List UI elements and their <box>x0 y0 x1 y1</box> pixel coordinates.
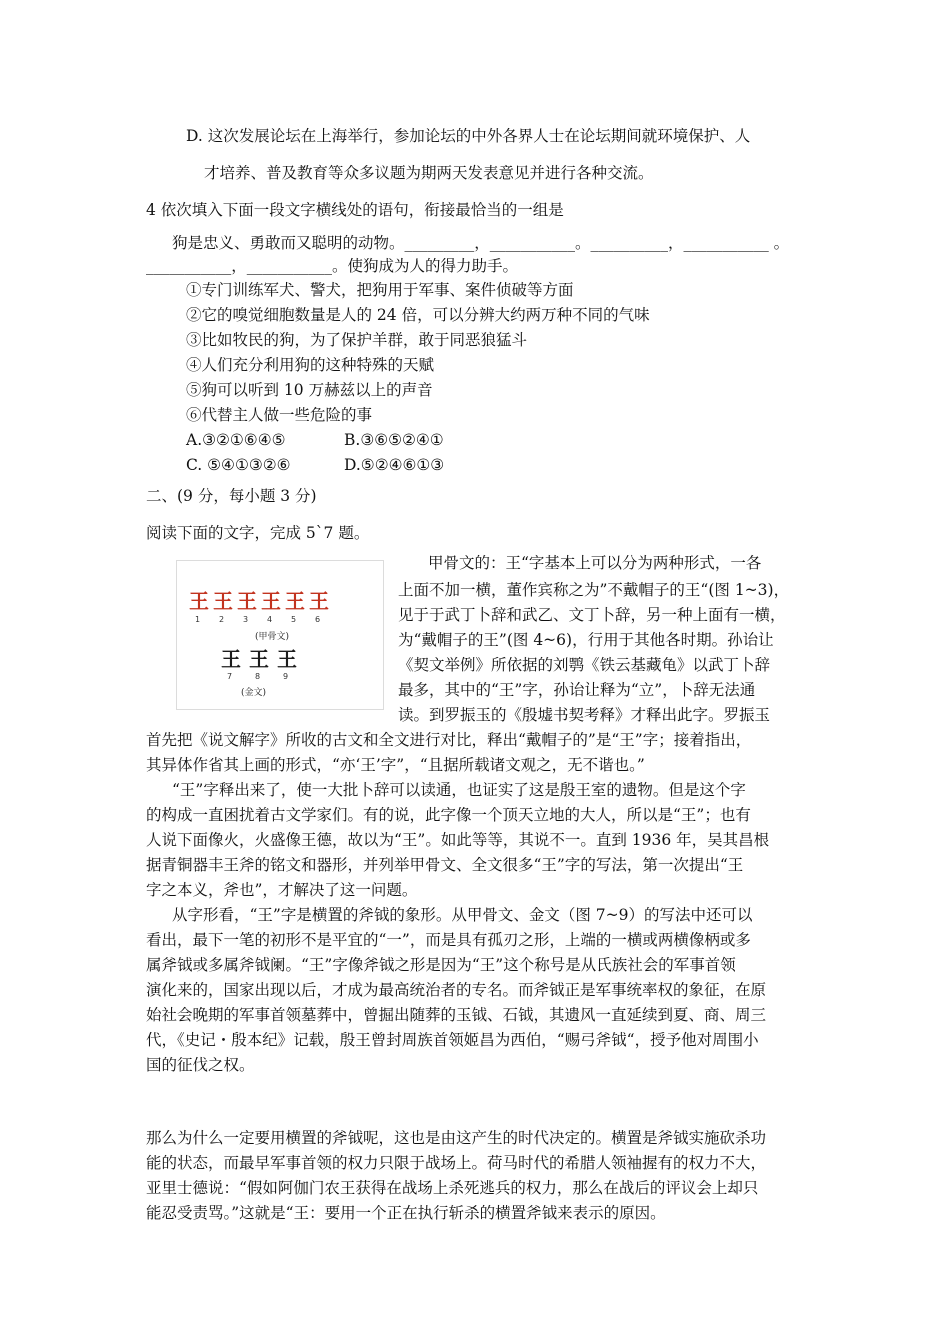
passage-line: 代，《史记・殷本纪》记载，殷王曾封周族首领姬昌为西伯，“赐弓斧钺“，授予他对周围小 <box>146 1031 759 1049</box>
passage-line: 读。到罗振玉的《殷墟书契考释》才释出此字。罗振玉 <box>398 706 771 724</box>
figure-number: 9 <box>283 672 289 681</box>
figure-number: 5 <box>291 615 297 624</box>
passage-line: 最多，其中的“王”字，孙诒让释为“立”，卜辞无法通 <box>398 681 756 699</box>
option-d-line-2: 才培养、普及教育等众多议题为期两天发表意见并进行各种交流。 <box>204 164 654 182</box>
passage-line: 上面不加一横，董作宾称之为”不戴帽子的王“(图 1~3)， <box>398 581 790 599</box>
question-4-stem: 4 依次填入下面一段文字横线处的语句，衔接最恰当的一组是 <box>146 201 564 219</box>
passage-line: 《契文举例》所依据的刘鹗《铁云基藏龟》以武丁卜辞 <box>398 656 771 674</box>
figure-number: 3 <box>243 615 249 624</box>
wang-glyph-8: 王 <box>249 647 269 671</box>
section-2-intro: 阅读下面的文字，完成 5`7 题。 <box>146 524 370 542</box>
passage-line: 能的状态，而最早军事首领的权力只限于战场上。荷马时代的希腊人领袖握有的权力不大， <box>146 1154 767 1172</box>
passage-line: 为“戴帽子的王”(图 4~6)，行用于其他各时期。孙诒让 <box>398 631 774 649</box>
figure-number: 2 <box>219 615 225 624</box>
choice-c: C. ⑤④①③②⑥ <box>186 456 291 474</box>
passage-line: 从字形看，“王”字是横置的斧钺的象形。从甲骨文、金文（图 7~9）的写法中还可以 <box>172 906 753 924</box>
choice-a: A.③②①⑥④⑤ <box>186 431 286 449</box>
figure-number: 4 <box>267 615 273 624</box>
wang-glyph-3: 王 <box>237 589 257 613</box>
figure-number: 1 <box>195 615 201 624</box>
choice-d: D.⑤②④⑥①③ <box>344 456 445 474</box>
passage-line: 能忍受责骂。”这就是“王：要用一个正在执行斩杀的横置斧钺来表示的原因。 <box>146 1204 666 1222</box>
passage-line: 的构成一直困扰着古文学家们。有的说，此字像一个顶天立地的大人，所以是“王”；也有 <box>146 806 751 824</box>
wang-glyph-6: 王 <box>309 589 329 613</box>
passage-line: 其异体作省其上画的形式，“亦‘王’字”，“且据所载诸文观之，无不谐也。” <box>146 756 645 774</box>
section-2-heading: 二、(9 分，每小题 3 分) <box>146 487 317 505</box>
passage-line: 字之本义，斧也”，才解决了这一问题。 <box>146 881 418 899</box>
wang-glyph-4: 王 <box>261 589 281 613</box>
figure-number: 6 <box>315 615 321 624</box>
wang-glyph-7: 王 <box>221 647 241 671</box>
passage-line: “王”字释出来了，使一大批卜辞可以读通，也证实了这是殷王室的遗物。但是这个字 <box>172 781 746 799</box>
figure-number: 8 <box>255 672 261 681</box>
wang-glyph-9: 王 <box>277 647 297 671</box>
passage-line: 属斧钺或多属斧钺阑。“王”字像斧钺之形是因为“王”这个称号是从氏族社会的军事首领 <box>146 956 736 974</box>
question-4-item: ①专门训练军犬、警犬，把狗用于军事、案件侦破等方面 <box>186 281 574 299</box>
figure-number: 7 <box>227 672 233 681</box>
question-4-item: ③比如牧民的狗，为了保护羊群，敢于同恶狼猛斗 <box>186 331 528 349</box>
wang-glyph-1: 王 <box>189 589 209 613</box>
wang-glyph-5: 王 <box>285 589 305 613</box>
choice-b: B.③⑥⑤②④① <box>344 431 444 449</box>
passage-line: 演化来的，国家出现以后，才成为最高统治者的专名。而斧钺正是军事统率权的象征，在原 <box>146 981 767 999</box>
passage-line: 亚里士德说：“假如阿伽门农王获得在战场上杀死逃兵的权力，那么在战后的评议会上却只 <box>146 1179 759 1197</box>
oracle-bone-caption: (甲骨文) <box>255 632 290 642</box>
passage-line: 那么为什么一定要用横置的斧钺呢，这也是由这产生的时代决定的。横置是斧钺实施砍杀功 <box>146 1129 767 1147</box>
passage-line: 始社会晚期的军事首领墓葬中，曾掘出随葬的玉钺、石钺，其遗风一直延续到夏、商、周三 <box>146 1006 767 1024</box>
passage-line: 首先把《说文解字》所收的古文和全文进行对比，释出“戴帽子的”是“王”字；接着指出， <box>146 731 752 749</box>
bronze-caption: (金文) <box>241 688 267 698</box>
question-4-item: ⑥代替主人做一些危险的事 <box>186 406 373 424</box>
passage-line: 看出，最下一笔的初形不是平宜的“一”，而是具有孤刃之形，上端的一横或两横像柄或多 <box>146 931 751 949</box>
wang-character-figure <box>176 560 384 710</box>
passage-line: 见于于武丁卜辞和武乙、文丁卜辞，另一种上面有一横， <box>398 606 786 624</box>
question-4-blank-line-2: ___________，___________。使狗成为人的得力助手。 <box>146 257 519 275</box>
question-4-item: ④人们充分利用狗的这种特殊的天赋 <box>186 356 435 374</box>
wang-glyph-2: 王 <box>213 589 233 613</box>
passage-line: 甲骨文的：王“字基本上可以分为两种形式，一各 <box>428 554 762 572</box>
passage-line: 国的征伐之权。 <box>146 1056 255 1074</box>
question-4-item: ②它的嗅觉细胞数量是人的 24 倍，可以分辨大约两万种不同的气味 <box>186 306 650 324</box>
question-4-blank-line-1: 狗是忠义、勇敢而又聪明的动物。_________，___________。__________，___________ 。 <box>172 234 790 252</box>
option-d-line-1: D. 这次发展论坛在上海举行，参加论坛的中外各界人士在论坛期间就环境保护、人 <box>186 127 751 145</box>
passage-line: 据青铜器丰王斧的铭文和器形，并列举甲骨文、全文很多“王”字的写法，第一次提出“王 <box>146 856 744 874</box>
passage-line: 人说下面像火，火盛像王德，故以为“王”。如此等等，其说不一。直到 1936 年，吴其昌根 <box>146 831 770 849</box>
question-4-item: ⑤狗可以听到 10 万赫兹以上的声音 <box>186 381 433 399</box>
